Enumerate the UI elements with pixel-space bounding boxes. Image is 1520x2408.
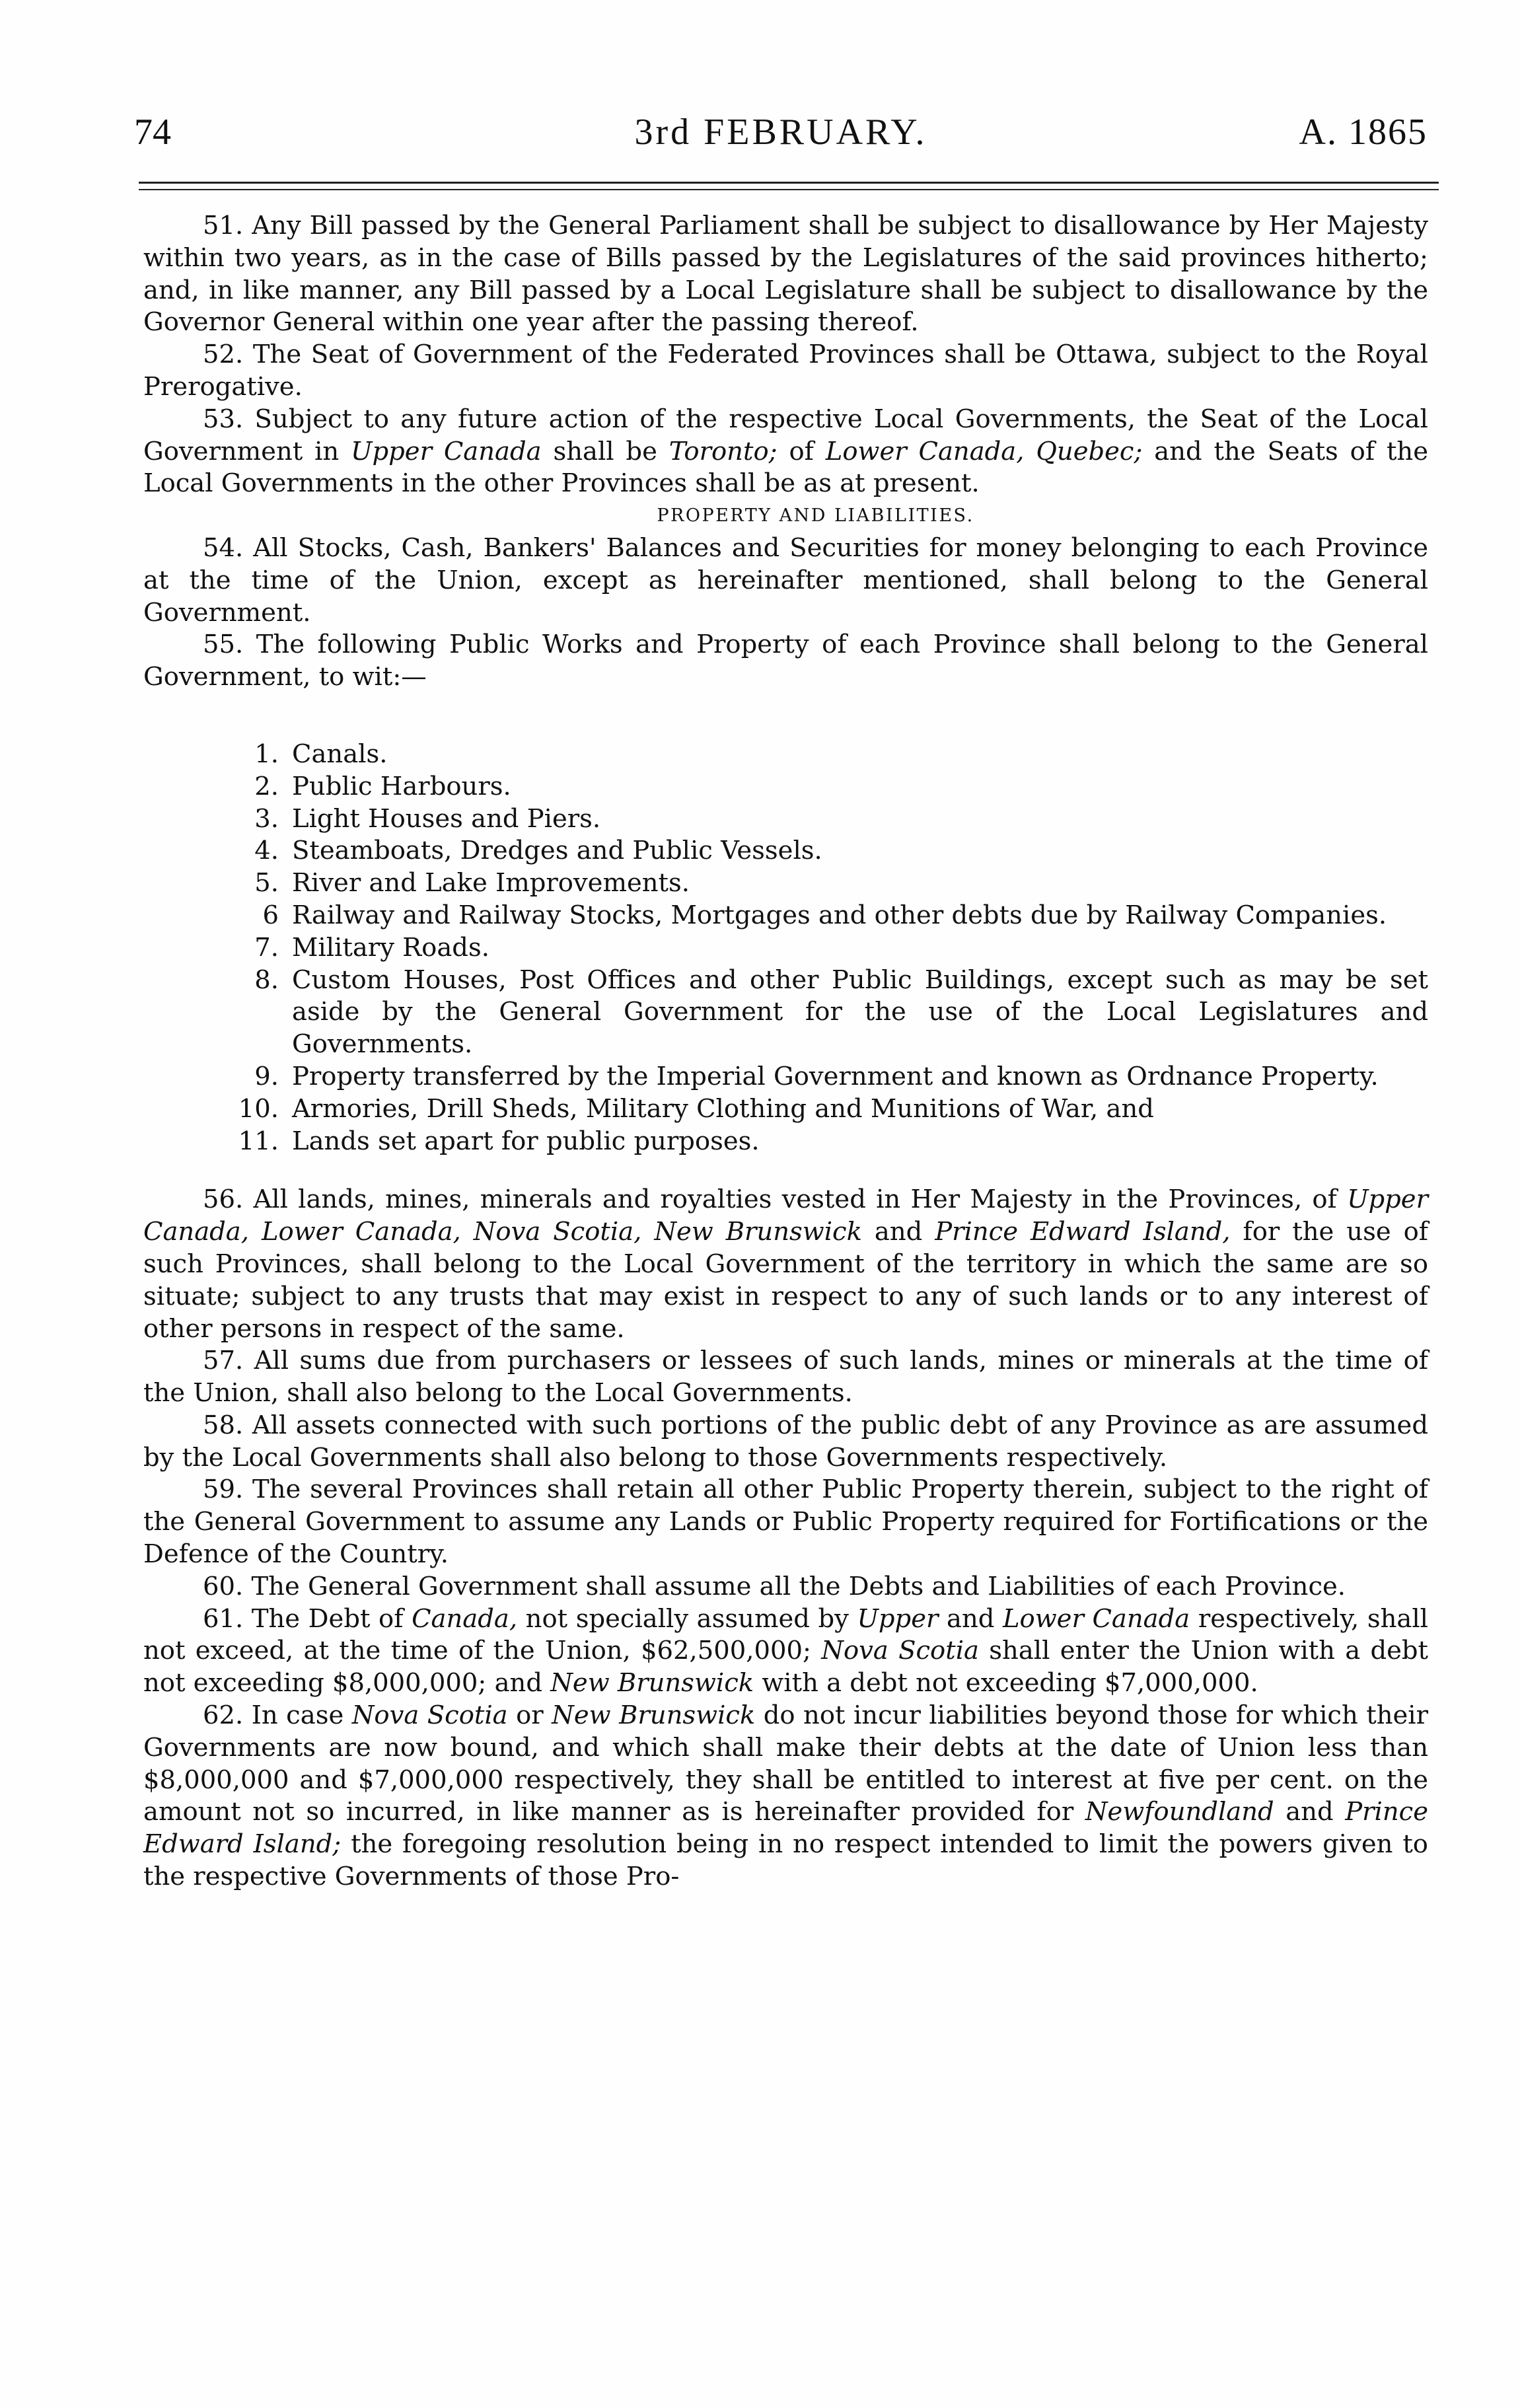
paragraph-51: 51. Any Bill passed by the General Parliament shall be subject to disallowance by Her Majesty within two years, as in the case of Bills passed by the Legislatures of the said provinces hitherto; and, in like manner, any Bill passed by a Local Legislature shall be subject to disallowance by the Governor General within one year after the passing thereof. bbox=[143, 211, 1428, 338]
paragraph-62: 62. In case Nova Scotia or New Brunswick do not incur liabilities beyond those for which their Governments are now bound, and which shall make their debts at the date of Union less than $8,000,000 and $7,000,000 respectively, they shall be entitled to interest at five per cent. on the amount not so incurred, in like manner as is hereinafter provided for Newfoundland and Prince Edward Island; the foregoing resolution being in no respect intended to limit the powers given to the respective Governments of those Pro- bbox=[143, 1700, 1428, 1892]
paragraph-54: 54. All Stocks, Cash, Bankers' Balances and Securities for money belonging to each Province at the time of the Union, except as hereinafter mentioned, shall belong to the General Government. bbox=[143, 532, 1428, 628]
paragraph-57: 57. All sums due from purchasers or lessees of such lands, mines or minerals at the time of the Union, shall also belong to the Local Governments. bbox=[143, 1346, 1428, 1408]
paragraph-56: 56. All lands, mines, minerals and royalties vested in Her Majesty in the Provinces, of Upper Canada, Lower Canada, Nova Scotia, New Brunswick and Prince Edward Island, for the use of such Provinces, shall belong to the Local Government of the territory in which the same are so situate; subject to any trusts that may exist in respect to any of such lands or to any interest of other persons in respect of the same. bbox=[143, 1185, 1429, 1344]
list-item: 4. Steamboats, Dredges and Public Vessels. bbox=[254, 836, 822, 866]
page-number: 74 bbox=[134, 112, 171, 153]
document-body bbox=[143, 210, 1428, 1893]
header-rule-thin bbox=[139, 189, 1439, 190]
list-item: 9. Property transferred by the Imperial Government and known as Ordnance Property. bbox=[254, 1061, 1379, 1091]
header-date: 3rd FEBRUARY. bbox=[634, 112, 927, 153]
list-item: 6 Railway and Railway Stocks, Mortgages and other debts due by Railway Companies. bbox=[262, 900, 1387, 930]
paragraph-55: 55. The following Public Works and Property of each Province shall belong to the General Government, to wit:— bbox=[143, 630, 1428, 692]
list-item: 8. Custom Houses, Post Offices and other Public Buildings, except such as may be set aside by the General Government for the use of the Local Legislatures and Governments. bbox=[254, 965, 1428, 1060]
list-item: 7. Military Roads. bbox=[254, 932, 489, 963]
list-item: 11. Lands set apart for public purposes. bbox=[238, 1126, 760, 1156]
paragraph-53: 53. Subject to any future action of the respective Local Governments, the Seat of the Local Government in Upper Canada shall be Toronto; of Lower Canada, Quebec; and the Seats of the Local Governments in the other Provinces shall be as at present. bbox=[143, 404, 1428, 499]
list-item: 1. Canals. bbox=[254, 739, 388, 769]
list-item: 3. Light Houses and Piers. bbox=[254, 803, 601, 834]
section-heading: PROPERTY AND LIABILITIES. bbox=[657, 505, 974, 527]
paragraph-58: 58. All assets connected with such portions of the public debt of any Province as are assumed by the Local Governments shall also belong to those Governments respectively. bbox=[143, 1410, 1428, 1473]
header-rule-thick bbox=[139, 182, 1439, 184]
list-item: 10. Armories, Drill Sheds, Military Clothing and Munitions of War, and bbox=[238, 1093, 1154, 1124]
page-header bbox=[134, 85, 1428, 151]
paragraph-59: 59. The several Provinces shall retain all other Public Property therein, subject to the right of the General Government to assume any Lands or Public Property required for Fortifications or the Defence of the Country. bbox=[143, 1475, 1428, 1570]
paragraph-60: 60. The General Government shall assume all the Debts and Liabilities of each Province. bbox=[203, 1571, 1346, 1601]
list-item: 2. Public Harbours. bbox=[254, 771, 511, 801]
paragraph-52: 52. The Seat of Government of the Federated Provinces shall be Ottawa, subject to the Royal Prerogative. bbox=[143, 340, 1428, 402]
list-item: 5. River and Lake Improvements. bbox=[254, 868, 690, 898]
header-year: A. 1865 bbox=[1299, 112, 1428, 153]
paragraph-61: 61. The Debt of Canada, not specially assumed by Upper and Lower Canada respectively, shall not exceed, at the time of the Union, $62,500,000; Nova Scotia shall enter the Union with a debt not exceeding $8,000,000; and New Brunswick with a debt not exceeding $7,000,000. bbox=[143, 1603, 1428, 1698]
public-works-list bbox=[143, 739, 1428, 1157]
